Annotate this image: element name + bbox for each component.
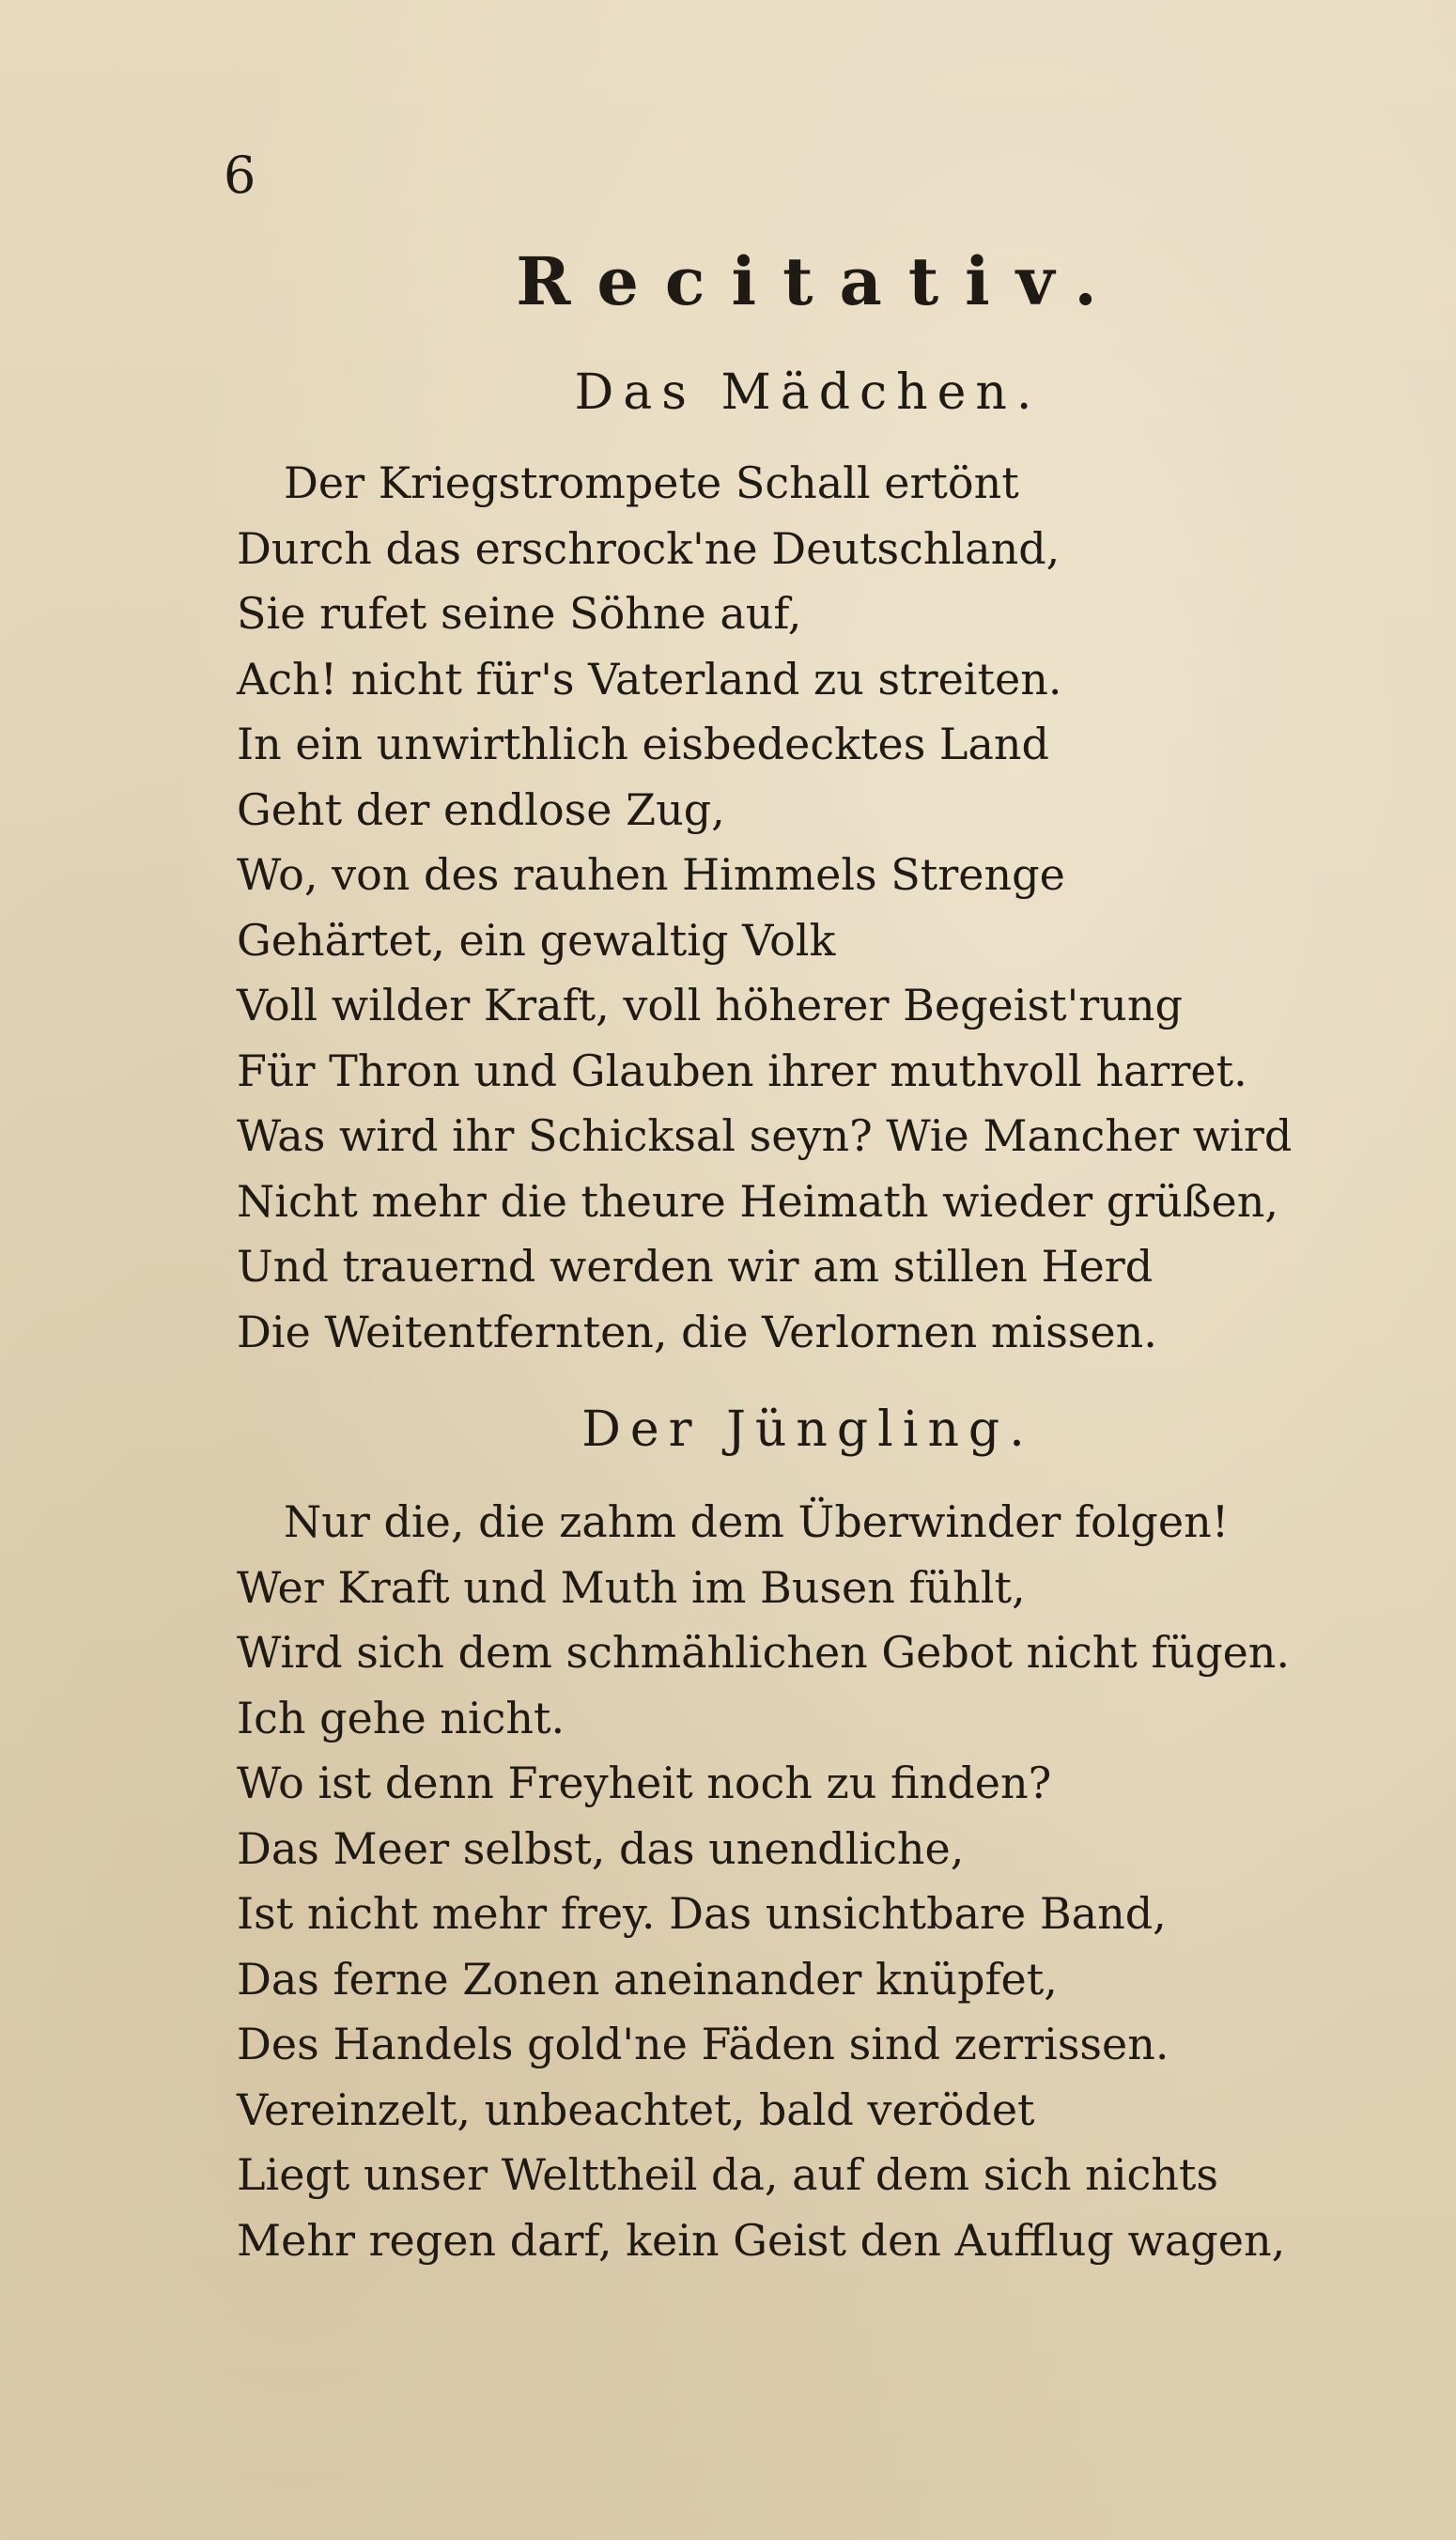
verse-block-juengling — [237, 1490, 1290, 2273]
speaker-heading-juengling: Der Jüngling. — [581, 1402, 1034, 1458]
verse-line: Was wird ihr Schicksal seyn? Wie Mancher wird — [237, 1110, 1293, 1161]
verse-line: Wo ist denn Freyheit noch zu finden? — [237, 1758, 1052, 1808]
page-title: Recitativ. — [516, 242, 1123, 320]
verse-line: Ich gehe nicht. — [237, 1692, 565, 1743]
verse-line: Nur die, die zahm dem Überwinder folgen! — [284, 1496, 1230, 1547]
verse-line: Und trauernd werden wir am stillen Herd — [237, 1241, 1154, 1292]
verse-line: Wird sich dem schmählichen Gebot nicht fügen. — [237, 1627, 1291, 1678]
verse-line: Sie rufet seine Söhne auf, — [237, 588, 802, 639]
verse-line: Nicht mehr die theure Heimath wieder grüßen, — [237, 1175, 1279, 1227]
verse-line: In ein unwirthlich eisbedecktes Land — [237, 719, 1049, 769]
verse-line: Der Kriegstrompete Schall ertönt — [284, 457, 1019, 508]
verse-line: Ist nicht mehr frey. Das unsichtbare Band, — [237, 1888, 1167, 1939]
verse-block-maedchen — [237, 451, 1292, 1365]
verse-line: Das Meer selbst, das unendliche, — [237, 1822, 965, 1874]
verse-line: Des Handels gold'ne Fäden sind zerrissen. — [237, 2019, 1169, 2069]
verse-line: Ach! nicht für's Vaterland zu streiten. — [237, 653, 1062, 705]
verse-line: Vereinzelt, unbeachtet, bald verödet — [237, 2083, 1035, 2135]
verse-line: Wer Kraft und Muth im Busen fühlt, — [237, 1561, 1026, 1613]
speaker-heading-maedchen: Das Mädchen. — [574, 364, 1042, 421]
page-number: 6 — [224, 146, 256, 205]
verse-line: Liegt unser Welttheil da, auf dem sich nichts — [237, 2149, 1218, 2200]
verse-line: Geht der endlose Zug, — [237, 783, 725, 835]
verse-line: Das ferne Zonen aneinander knüpfet, — [237, 1953, 1058, 2005]
verse-line: Für Thron und Glauben ihrer muthvoll harret. — [237, 1045, 1247, 1096]
verse-line: Mehr regen darf, kein Geist den Aufflug wagen, — [237, 2214, 1286, 2266]
verse-line: Durch das erschrock'ne Deutschland, — [237, 522, 1061, 574]
verse-line: Wo, von des rauhen Himmels Strenge — [237, 849, 1065, 900]
verse-line: Gehärtet, ein gewaltig Volk — [237, 914, 836, 966]
verse-line: Voll wilder Kraft, voll höherer Begeist'rung — [237, 980, 1183, 1030]
verse-line: Die Weitentfernten, die Verlornen missen. — [237, 1306, 1157, 1357]
